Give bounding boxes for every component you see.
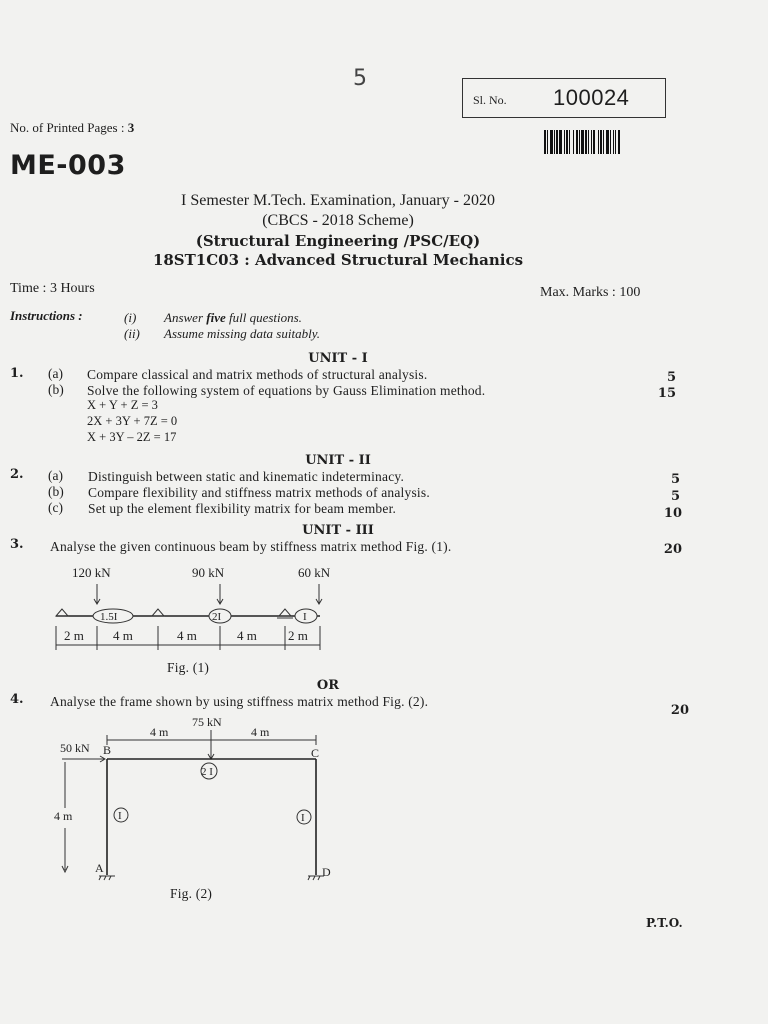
or-divider: OR bbox=[316, 678, 340, 693]
paper-code: ME-003 bbox=[10, 150, 126, 181]
instruction-number-1: (i) bbox=[124, 310, 137, 325]
load-arrows bbox=[94, 584, 322, 604]
q2b-text: Compare flexibility and stiffness matrix methods of analysis. bbox=[88, 485, 430, 500]
q2b-label: (b) bbox=[48, 484, 64, 499]
q1b-label: (b) bbox=[48, 382, 64, 397]
unit-1-heading: UNIT - I bbox=[308, 351, 368, 366]
column-stiffness-label-1: I bbox=[118, 810, 122, 822]
frame-dimension-lines bbox=[62, 730, 316, 872]
exam-subject: 18ST1C03 : Advanced Structural Mechanics bbox=[152, 251, 524, 269]
load-label-1: 120 kN bbox=[72, 565, 111, 580]
q2-number: 2. bbox=[10, 467, 24, 482]
q1-number: 1. bbox=[10, 366, 24, 381]
equation-3: X + 3Y – 2Z = 17 bbox=[87, 430, 177, 444]
node-label-c: C bbox=[311, 746, 320, 760]
instruction-text-2: Assume missing data suitably. bbox=[164, 326, 321, 341]
figure-1-caption: Fig. (1) bbox=[167, 660, 210, 675]
instruction-number-2: (ii) bbox=[124, 326, 140, 341]
span-label-1: 2 m bbox=[64, 628, 84, 643]
column-stiffness-label-2: I bbox=[301, 812, 305, 824]
q2c-label: (c) bbox=[48, 500, 63, 515]
fixed-supports bbox=[99, 876, 324, 880]
stiffness-label-2: 2I bbox=[212, 611, 222, 623]
span-label-5: 2 m bbox=[288, 628, 308, 643]
support-c bbox=[279, 609, 291, 616]
q1a-label: (a) bbox=[48, 366, 63, 381]
q3-number: 3. bbox=[10, 537, 24, 552]
support-a bbox=[56, 609, 68, 616]
max-marks: Max. Marks : 100 bbox=[540, 285, 641, 300]
span-label-3: 4 m bbox=[177, 628, 197, 643]
beam-span-label-1: 4 m bbox=[150, 725, 169, 739]
stiffness-label-1: 1.5I bbox=[100, 611, 118, 623]
beam-stiffness-label: 2 I bbox=[201, 766, 213, 778]
q3-marks: 20 bbox=[663, 542, 682, 557]
equation-1: X + Y + Z = 3 bbox=[87, 398, 158, 412]
load-label-3: 60 kN bbox=[298, 565, 331, 580]
serial-number-box bbox=[462, 78, 666, 118]
barcode-icon bbox=[544, 130, 668, 154]
instructions-label: Instructions : bbox=[10, 308, 83, 323]
exam-time: Time : 3 Hours bbox=[10, 281, 95, 296]
figure-2-portal-frame bbox=[0, 710, 360, 890]
please-turn-over: P.T.O. bbox=[646, 916, 683, 930]
printed-pages-label: No. of Printed Pages : bbox=[10, 120, 125, 135]
q2a-label: (a) bbox=[48, 468, 63, 483]
unit-3-heading: UNIT - III bbox=[302, 523, 374, 538]
q4-text: Analyse the frame shown by using stiffness matrix method Fig. (2). bbox=[50, 694, 429, 709]
exam-scheme: (CBCS - 2018 Scheme) bbox=[262, 212, 414, 229]
support-b bbox=[152, 609, 164, 616]
printed-pages-value: 3 bbox=[127, 120, 135, 135]
q3-text: Analyse the given continuous beam by stiffness matrix method Fig. (1). bbox=[50, 539, 452, 554]
node-label-d: D bbox=[322, 865, 331, 879]
node-label-b: B bbox=[103, 743, 112, 757]
unit-2-heading: UNIT - II bbox=[305, 453, 371, 468]
handwritten-mark: 5 bbox=[353, 66, 367, 91]
q2a-text: Distinguish between static and kinematic indeterminacy. bbox=[88, 469, 405, 484]
span-label-4: 4 m bbox=[237, 628, 257, 643]
span-label-2: 4 m bbox=[113, 628, 133, 643]
q2c-text: Set up the element flexibility matrix for beam member. bbox=[88, 501, 397, 516]
printed-pages bbox=[10, 120, 134, 136]
q2b-marks: 5 bbox=[670, 489, 680, 504]
serial-number: 100024 bbox=[553, 85, 630, 110]
q1a-marks: 5 bbox=[666, 370, 676, 385]
horizontal-load-label: 50 kN bbox=[60, 741, 90, 755]
figure-2-caption: Fig. (2) bbox=[170, 886, 213, 901]
exam-title: I Semester M.Tech. Examination, January - 2020 bbox=[181, 192, 495, 209]
equation-2: 2X + 3Y + 7Z = 0 bbox=[87, 414, 178, 428]
load-label-2: 90 kN bbox=[192, 565, 225, 580]
exam-branch: (Structural Engineering /PSC/EQ) bbox=[195, 232, 481, 250]
vertical-load-label: 75 kN bbox=[192, 715, 222, 729]
q2a-marks: 5 bbox=[670, 472, 680, 487]
instruction-text-1: Answer five full questions. bbox=[164, 310, 302, 325]
q1b-marks: 15 bbox=[657, 386, 676, 401]
beam-span-label-2: 4 m bbox=[251, 725, 270, 739]
q4-number: 4. bbox=[10, 692, 24, 707]
q1b-text: Solve the following system of equations by Gauss Elimination method. bbox=[87, 383, 486, 398]
q4-marks: 20 bbox=[670, 703, 689, 718]
q1a-text: Compare classical and matrix methods of structural analysis. bbox=[87, 367, 428, 382]
stiffness-label-3: I bbox=[303, 611, 307, 623]
serial-label: Sl. No. bbox=[473, 93, 507, 107]
q2c-marks: 10 bbox=[663, 506, 682, 521]
column-height-label: 4 m bbox=[54, 809, 73, 823]
node-label-a: A bbox=[95, 861, 104, 875]
